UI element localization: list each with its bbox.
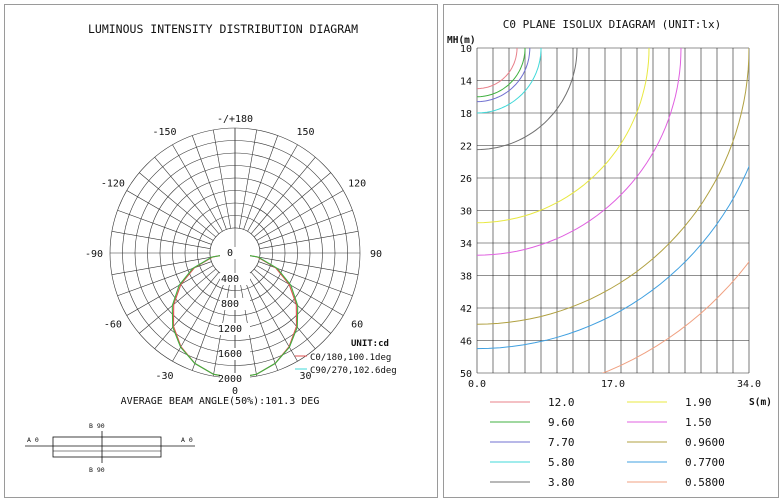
isolux-curves bbox=[477, 48, 783, 397]
isolux-y-tick: 38 bbox=[459, 271, 472, 283]
polar-angle-label: 30 bbox=[299, 371, 312, 383]
polar-angle-label: -120 bbox=[100, 178, 125, 190]
isolux-y-tick: 26 bbox=[459, 174, 472, 185]
isolux-x-tick: 17.0 bbox=[600, 379, 626, 390]
isolux-legend-label: 7.70 bbox=[548, 436, 575, 449]
isolux-y-tick: 30 bbox=[459, 206, 472, 218]
polar-spoke bbox=[139, 173, 216, 237]
polar-spoke bbox=[112, 231, 210, 248]
polar-radial-label: 800 bbox=[220, 299, 240, 310]
polar-spoke bbox=[127, 191, 214, 241]
isolux-legend-label: 0.9600 bbox=[685, 436, 725, 449]
beam-bottom-label: B 90 bbox=[89, 466, 105, 474]
polar-spoke bbox=[260, 231, 358, 248]
beam-angle-text: AVERAGE BEAM ANGLE(50%):101.3 DEG bbox=[120, 396, 320, 407]
beam-figure bbox=[25, 422, 195, 474]
isolux-legend-label: 1.90 bbox=[685, 396, 712, 409]
polar-spoke bbox=[258, 210, 352, 244]
legend-label-c0: C0/180,100.1deg bbox=[310, 353, 392, 363]
isolux-y-tick: 50 bbox=[459, 369, 472, 380]
polar-angle-label: 90 bbox=[369, 249, 383, 260]
polar-spoke bbox=[155, 272, 219, 349]
isolux-y-ticks bbox=[460, 44, 472, 380]
isolux-legend-label: 0.5800 bbox=[685, 476, 725, 489]
isolux-legend-label: 5.80 bbox=[548, 456, 575, 469]
isolux-legend-label: 1.50 bbox=[685, 416, 712, 429]
beam-left-label: A 0 bbox=[27, 436, 39, 444]
isolux-x-tick: 0.0 bbox=[467, 379, 487, 390]
isolux-x-ticks bbox=[468, 379, 761, 390]
polar-spoke bbox=[239, 130, 256, 228]
isolux-contour bbox=[477, 48, 773, 349]
polar-radial-label: 1600 bbox=[217, 349, 243, 360]
isolux-title: C0 PLANE ISOLUX DIAGRAM (UNIT:lx) bbox=[502, 18, 722, 31]
beam-fixture-box bbox=[53, 437, 161, 457]
isolux-y-tick: 22 bbox=[459, 141, 472, 153]
unit-label: UNIT:cd bbox=[351, 339, 389, 349]
polar-spoke bbox=[257, 191, 344, 241]
polar-title: LUMINOUS INTENSITY DISTRIBUTION DIAGRAM bbox=[87, 22, 359, 36]
isolux-panel bbox=[443, 4, 779, 498]
polar-angle-label: -60 bbox=[103, 319, 122, 331]
polar-angle-label: 120 bbox=[348, 178, 367, 190]
isolux-y-axis-label: MH(m) bbox=[447, 35, 476, 46]
isolux-contour bbox=[477, 48, 577, 150]
isolux-y-tick: 42 bbox=[459, 304, 472, 315]
isolux-y-tick: 18 bbox=[459, 109, 472, 120]
polar-radial-label: 0 bbox=[226, 248, 234, 259]
polar-spoke bbox=[118, 210, 212, 244]
isolux-y-tick: 10 bbox=[459, 44, 472, 55]
polar-spoke bbox=[244, 136, 278, 230]
polar-radial-label: 2000 bbox=[217, 374, 243, 385]
isolux-contour bbox=[477, 48, 749, 324]
polar-angle-label: -150 bbox=[152, 126, 177, 138]
polar-chart bbox=[5, 5, 439, 499]
isolux-y-tick: 14 bbox=[459, 76, 472, 88]
isolux-y-tick: 46 bbox=[459, 336, 472, 348]
isolux-contour bbox=[477, 48, 530, 102]
polar-panel bbox=[4, 4, 438, 498]
isolux-legend bbox=[490, 396, 725, 489]
polar-spoke bbox=[251, 157, 315, 234]
polar-radial-label: 1200 bbox=[217, 324, 243, 335]
beam-top-label: B 90 bbox=[89, 422, 105, 430]
polar-spoke bbox=[258, 262, 352, 296]
isolux-legend-label: 3.80 bbox=[548, 476, 575, 489]
isolux-legend-label: 12.0 bbox=[548, 396, 575, 409]
isolux-chart bbox=[444, 5, 780, 499]
polar-angle-label: -/+180 bbox=[216, 114, 254, 125]
polar-spoke bbox=[192, 136, 226, 230]
polar-spoke bbox=[127, 266, 214, 316]
polar-angle-label: -30 bbox=[155, 371, 174, 383]
isolux-legend-label: 0.7700 bbox=[685, 456, 725, 469]
polar-angle-label: 150 bbox=[296, 126, 315, 138]
polar-angle-label: -90 bbox=[84, 249, 104, 260]
polar-spoke bbox=[173, 145, 223, 232]
polar-angle-label: 60 bbox=[351, 319, 364, 331]
isolux-contour bbox=[477, 48, 525, 97]
polar-spoke bbox=[248, 145, 298, 232]
polar-spoke bbox=[118, 262, 212, 296]
polar-spoke bbox=[139, 269, 216, 333]
isolux-x-tick: 34.0 bbox=[736, 379, 762, 390]
isolux-contour bbox=[477, 48, 681, 255]
polar-spoke bbox=[257, 266, 344, 316]
polar-spoke bbox=[254, 173, 331, 237]
polar-spoke bbox=[213, 130, 230, 228]
polar-radial-label: 400 bbox=[220, 274, 240, 285]
polar-spoke bbox=[251, 272, 315, 349]
polar-spoke bbox=[254, 269, 331, 333]
isolux-grid bbox=[477, 48, 749, 373]
legend-label-c90: C90/270,102.6deg bbox=[310, 366, 397, 376]
isolux-y-tick: 34 bbox=[459, 239, 472, 250]
polar-angle-label: 0 bbox=[231, 386, 239, 397]
beam-right-label: A 0 bbox=[181, 436, 193, 444]
isolux-x-axis-label: S(m) bbox=[749, 397, 772, 408]
polar-radial-label-bg bbox=[220, 247, 250, 259]
isolux-legend-label: 9.60 bbox=[548, 416, 575, 429]
isolux-contour bbox=[477, 48, 649, 223]
polar-spoke bbox=[155, 157, 219, 234]
